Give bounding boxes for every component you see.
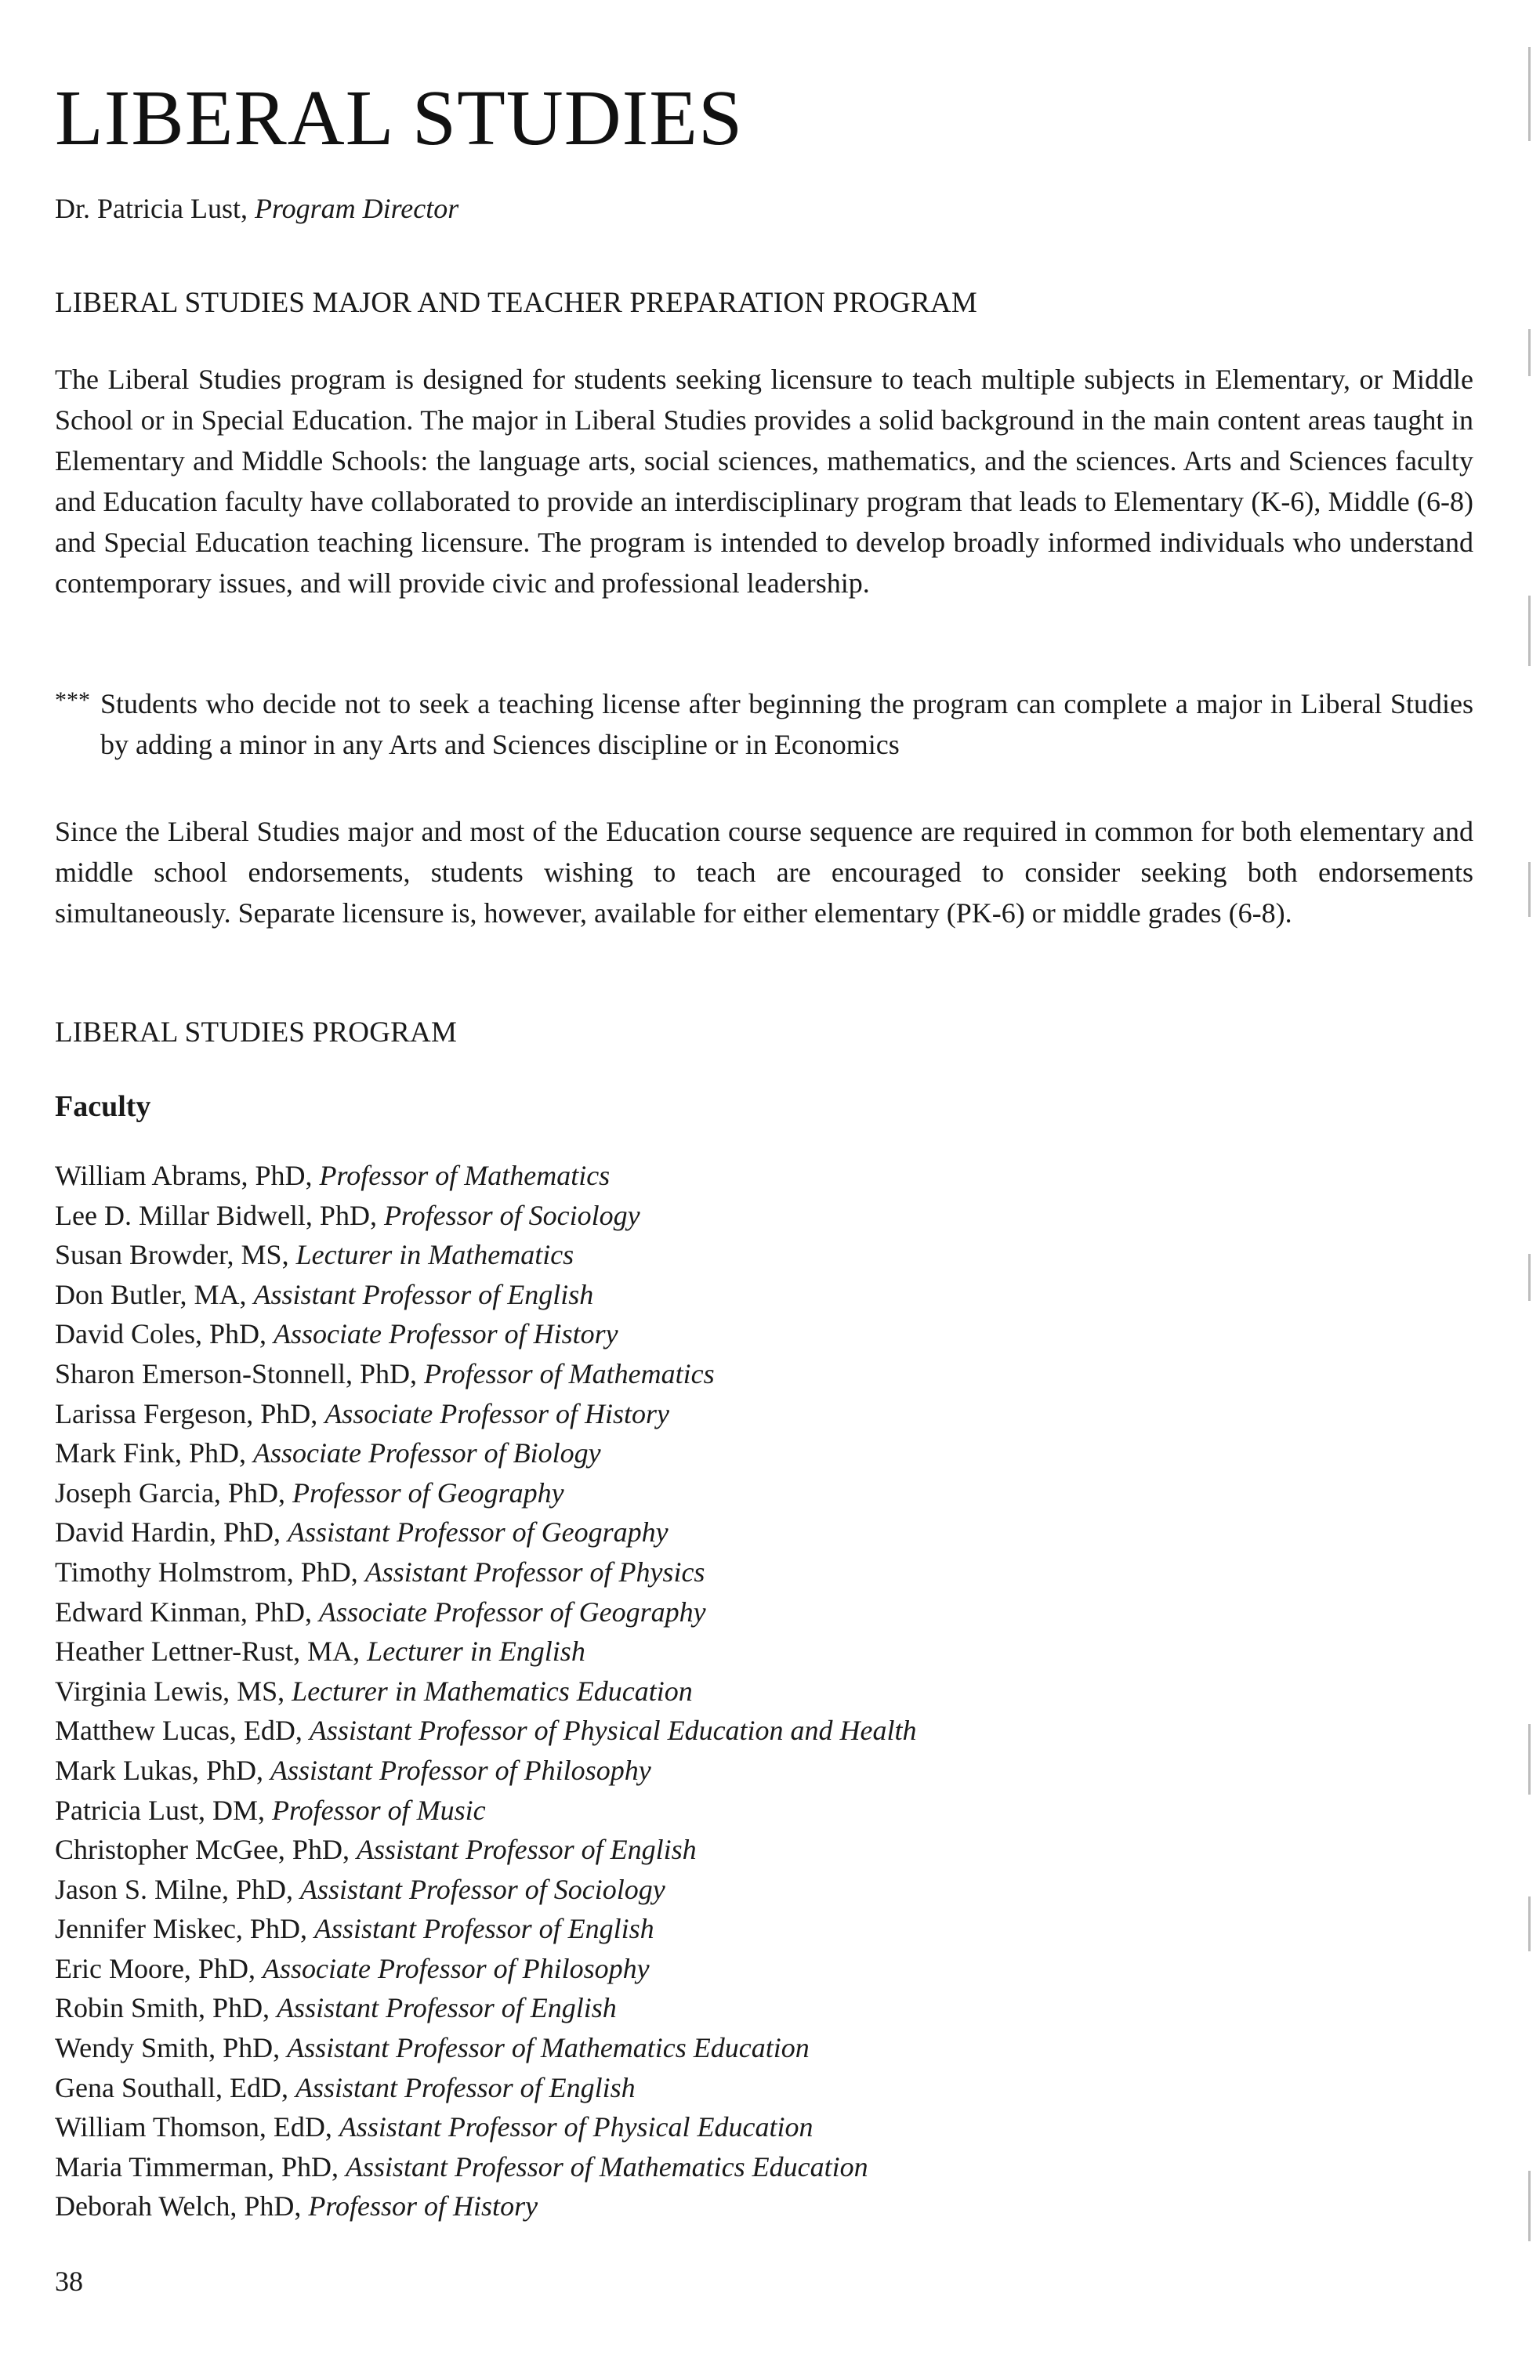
page-title: LIBERAL STUDIES <box>55 74 744 161</box>
faculty-title: Assistant Professor of Mathematics Education <box>287 2032 810 2064</box>
faculty-name: Sharon Emerson-Stonnell, PhD, <box>55 1357 424 1389</box>
faculty-member <box>55 1592 917 1632</box>
faculty-name: Jennifer Miskec, PhD, <box>55 1913 314 1945</box>
faculty-member <box>55 1156 917 1196</box>
director-role: Program Director <box>254 193 459 224</box>
faculty-name: Matthew Lucas, EdD, <box>55 1715 310 1747</box>
faculty-title: Assistant Professor of Physical Education <box>339 2111 813 2143</box>
faculty-name: Timothy Holmstrom, PhD, <box>55 1556 365 1588</box>
section-heading-major: LIBERAL STUDIES MAJOR AND TEACHER PREPARATION PROGRAM <box>55 287 977 319</box>
page-number: 38 <box>55 2266 83 2297</box>
program-director-line <box>55 192 458 225</box>
faculty-member <box>55 1552 917 1592</box>
faculty-member <box>55 1354 917 1394</box>
note-text: Students who decide not to seek a teaching license after beginning the program can complete a major in Liberal Studies by adding a minor in any Arts and Sciences discipline or in Economics <box>100 688 1473 760</box>
faculty-name: Mark Lukas, PhD, <box>55 1754 270 1786</box>
faculty-title: Assistant Professor of Physics <box>364 1556 705 1588</box>
faculty-name: Patricia Lust, DM, <box>55 1794 272 1826</box>
faculty-title: Professor of History <box>308 2190 538 2222</box>
faculty-member <box>55 1632 917 1672</box>
faculty-title: Professor of Geography <box>292 1476 564 1509</box>
faculty-name: Edward Kinman, PhD, <box>55 1596 319 1628</box>
faculty-title: Professor of Music <box>271 1794 486 1826</box>
faculty-title: Assistant Professor of Sociology <box>300 1873 665 1905</box>
faculty-name: David Hardin, PhD, <box>55 1516 288 1549</box>
faculty-name: Deborah Welch, PhD, <box>55 2190 309 2222</box>
faculty-name: Christopher McGee, PhD, <box>55 1834 357 1866</box>
faculty-member <box>55 1791 917 1831</box>
faculty-member <box>55 1235 917 1275</box>
faculty-member <box>55 1275 917 1315</box>
faculty-name: Lee D. Millar Bidwell, PhD, <box>55 1199 384 1231</box>
faculty-member <box>55 1711 917 1751</box>
faculty-title: Assistant Professor of English <box>295 2071 636 2103</box>
faculty-title: Assistant Professor of Philosophy <box>270 1754 651 1786</box>
director-name: Dr. Patricia Lust, <box>55 193 255 224</box>
faculty-name: Robin Smith, PhD, <box>55 1992 277 2024</box>
faculty-heading: Faculty <box>55 1090 151 1123</box>
faculty-title: Assistant Professor of English <box>277 1992 617 2024</box>
faculty-name: Jason S. Milne, PhD, <box>55 1873 301 1905</box>
endorsement-paragraph: Since the Liberal Studies major and most of the Education course sequence are required in common for both elementary and middle school endorsements, students wishing to teach are encouraged to consider seeking both endorsements simultaneously. Separate licensure is, however, available for either elementary (PK-6) or middle grades (6-8). <box>55 816 1473 929</box>
faculty-member <box>55 1196 917 1236</box>
faculty-title: Associate Professor of Biology <box>253 1437 601 1469</box>
faculty-title: Lecturer in Mathematics Education <box>292 1675 693 1707</box>
faculty-title: Lecturer in English <box>367 1636 585 1668</box>
faculty-name: David Coles, PhD, <box>55 1318 274 1350</box>
faculty-title: Assistant Professor of English <box>313 1913 654 1945</box>
faculty-member <box>55 2028 917 2068</box>
faculty-member <box>55 1949 917 1989</box>
faculty-member <box>55 1870 917 1910</box>
section-heading-program: LIBERAL STUDIES PROGRAM <box>55 1016 458 1049</box>
faculty-name: Gena Southall, EdD, <box>55 2071 295 2103</box>
page-edge-mark <box>1528 2171 1531 2241</box>
note-block <box>55 683 1473 765</box>
faculty-name: Virginia Lewis, MS, <box>55 1675 292 1707</box>
page-edge-mark <box>1528 596 1531 666</box>
faculty-title: Assistant Professor of English <box>356 1834 697 1866</box>
faculty-title: Associate Professor of History <box>274 1318 618 1350</box>
faculty-title: Lecturer in Mathematics <box>295 1239 574 1271</box>
page-edge-mark <box>1528 1724 1531 1795</box>
faculty-member <box>55 2068 917 2108</box>
faculty-member <box>55 1433 917 1473</box>
page-edge-mark <box>1528 862 1531 917</box>
page-edge-mark <box>1528 1254 1531 1301</box>
faculty-name: Joseph Garcia, PhD, <box>55 1476 292 1509</box>
page-edge-mark <box>1528 1896 1531 1951</box>
faculty-name: Eric Moore, PhD, <box>55 1952 263 1984</box>
faculty-title: Assistant Professor of English <box>253 1278 594 1310</box>
faculty-list <box>55 1156 917 2226</box>
faculty-title: Associate Professor of Philosophy <box>262 1952 650 1984</box>
faculty-member <box>55 1988 917 2028</box>
faculty-member <box>55 1473 917 1513</box>
faculty-member <box>55 1909 917 1949</box>
faculty-name: Heather Lettner-Rust, MA, <box>55 1636 368 1668</box>
page-edge-mark <box>1528 329 1531 376</box>
page-edge-mark <box>1528 47 1531 141</box>
faculty-title: Professor of Mathematics <box>319 1160 611 1191</box>
faculty-name: Susan Browder, MS, <box>55 1239 296 1271</box>
faculty-title: Assistant Professor of Physical Education and Health <box>309 1715 917 1747</box>
faculty-member <box>55 2186 917 2226</box>
faculty-name: Larissa Fergeson, PhD, <box>55 1397 325 1429</box>
faculty-member <box>55 1672 917 1712</box>
faculty-member <box>55 1512 917 1552</box>
faculty-member <box>55 1830 917 1870</box>
faculty-member <box>55 1394 917 1434</box>
faculty-title: Associate Professor of History <box>324 1397 669 1429</box>
faculty-title: Assistant Professor of Mathematics Education <box>346 2150 868 2183</box>
faculty-title: Professor of Sociology <box>383 1199 640 1231</box>
intro-paragraph: The Liberal Studies program is designed for students seeking licensure to teach multiple subjects in Elementary, or Middle School or in Special Education. The major in Liberal Studies provides a solid background in the main content areas taught in Elementary and Middle Schools: the language arts, social sciences, mathematics, and the sciences. Arts and Sciences faculty and Education faculty have collaborated to provide an interdisciplinary program that leads to Elementary (K-6), Middle (6-8) and Special Education teaching licensure. The program is intended to develop broadly informed individuals who understand contemporary issues, and will provide civic and professional leadership. <box>55 364 1473 599</box>
faculty-name: Mark Fink, PhD, <box>55 1437 254 1469</box>
faculty-name: William Thomson, EdD, <box>55 2111 339 2143</box>
faculty-name: Wendy Smith, PhD, <box>55 2032 288 2064</box>
faculty-title: Assistant Professor of Geography <box>287 1516 669 1549</box>
faculty-member <box>55 1314 917 1354</box>
faculty-member <box>55 1751 917 1791</box>
faculty-name: Don Butler, MA, <box>55 1278 254 1310</box>
faculty-member <box>55 2147 917 2187</box>
faculty-member <box>55 2107 917 2147</box>
faculty-title: Associate Professor of Geography <box>318 1596 706 1628</box>
note-asterisks: *** <box>55 687 90 713</box>
faculty-title: Professor of Mathematics <box>423 1357 715 1389</box>
faculty-name: William Abrams, PhD, <box>55 1160 320 1191</box>
faculty-name: Maria Timmerman, PhD, <box>55 2150 346 2183</box>
